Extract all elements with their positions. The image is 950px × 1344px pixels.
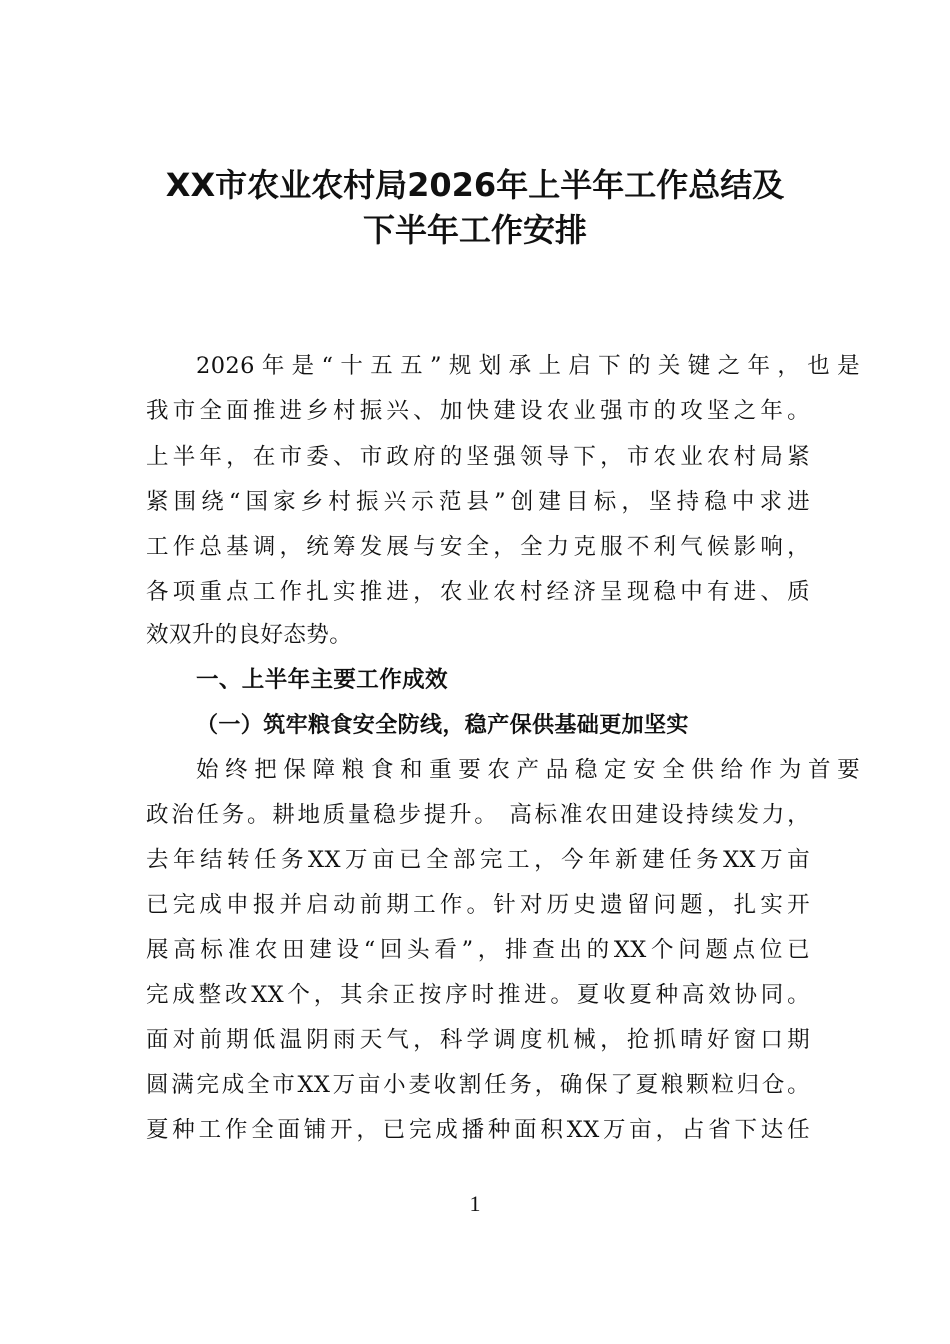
subsection-heading: （一）筑牢粮食安全防线，稳产保供基础更加坚实: [196, 712, 689, 738]
intro-paragraph-line-1: 2026年是“十五五”规划承上启下的关键之年，也是: [196, 353, 860, 379]
body-paragraph-line-6: 完成整改XX个，其余正按序时推进。夏收夏种高效协同。: [146, 982, 810, 1008]
body-paragraph-line-9: 夏种工作全面铺开，已完成播种面积XX万亩，占省下达任: [146, 1117, 810, 1143]
section-heading: 一、上半年主要工作成效: [196, 667, 448, 693]
body-paragraph-line-5: 展高标准农田建设“回头看”，排查出的XX个问题点位已: [146, 937, 810, 963]
intro-paragraph-line-6: 各项重点工作扎实推进，农业农村经济呈现稳中有进、质: [146, 579, 810, 605]
body-paragraph-line-1: 始终把保障粮食和重要农产品稳定安全供给作为首要: [196, 757, 860, 783]
body-paragraph-line-4: 已完成申报并启动前期工作。针对历史遗留问题，扎实开: [146, 892, 810, 918]
document-title-line-1: XX市农业农村局2026年上半年工作总结及: [165, 166, 785, 204]
intro-paragraph-line-2: 我市全面推进乡村振兴、加快建设农业强市的攻坚之年。: [146, 398, 810, 424]
body-paragraph-line-3: 去年结转任务XX万亩已全部完工，今年新建任务XX万亩: [146, 847, 810, 873]
body-paragraph-line-2: 政治任务。耕地质量稳步提升。 高标准农田建设持续发力，: [146, 802, 810, 828]
intro-paragraph-line-3: 上半年，在市委、市政府的坚强领导下，市农业农村局紧: [146, 444, 810, 470]
document-title-line-2: 下半年工作安排: [362, 211, 587, 249]
intro-paragraph-line-5: 工作总基调，统筹发展与安全，全力克服不利气候影响，: [146, 534, 810, 560]
intro-paragraph-line-7: 效双升的良好态势。: [146, 622, 353, 648]
intro-paragraph-line-4: 紧围绕“国家乡村振兴示范县”创建目标，坚持稳中求进: [146, 489, 810, 515]
page-number: 1: [469, 1191, 481, 1216]
body-paragraph-line-8: 圆满完成全市XX万亩小麦收割任务，确保了夏粮颗粒归仓。: [146, 1072, 810, 1098]
body-paragraph-line-7: 面对前期低温阴雨天气，科学调度机械，抢抓晴好窗口期: [146, 1027, 810, 1053]
